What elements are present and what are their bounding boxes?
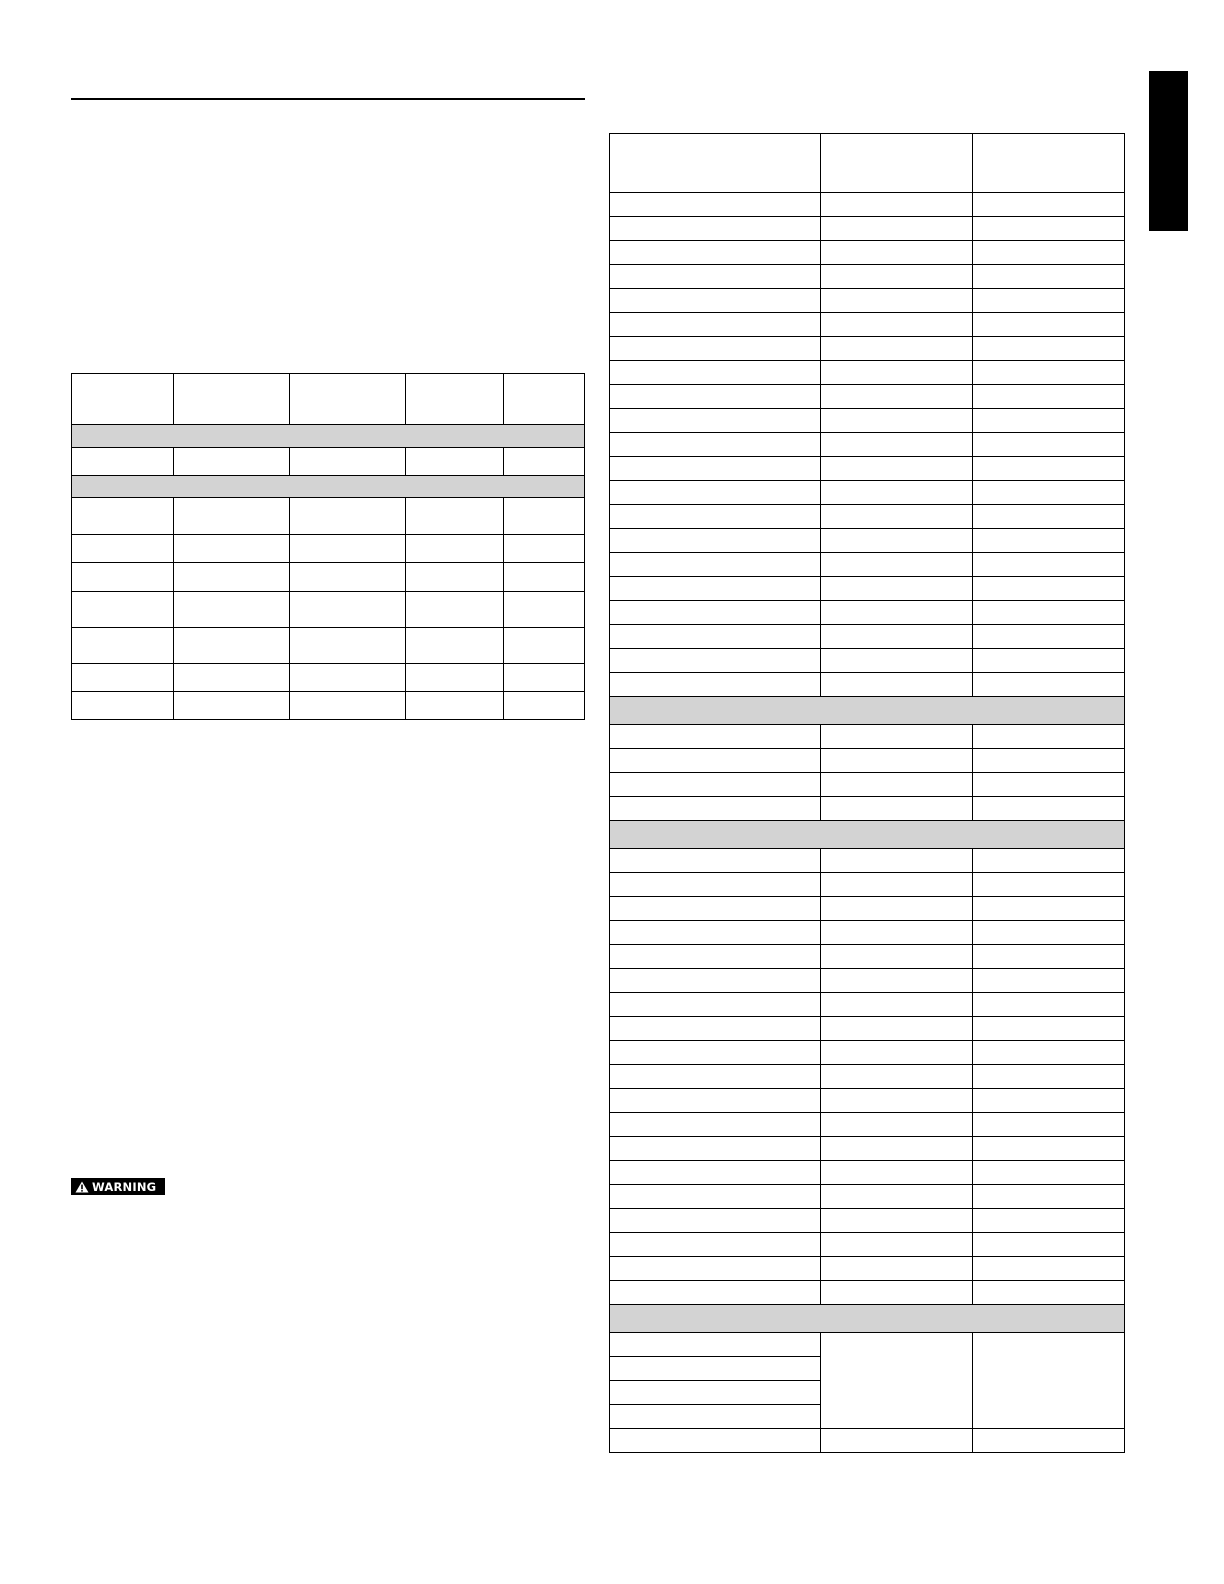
table-cell (973, 969, 1125, 993)
table-cell (821, 241, 973, 265)
table-cell (406, 692, 504, 720)
table-cell (610, 385, 821, 409)
table-cell (821, 577, 973, 601)
table-cell (610, 313, 821, 337)
table-cell (821, 773, 973, 797)
table-cell (504, 535, 585, 563)
table-cell (406, 498, 504, 535)
table-row (610, 1429, 1125, 1453)
table-cell (973, 601, 1125, 625)
column-header (174, 374, 290, 425)
table-row (610, 725, 1125, 749)
left-table (71, 373, 585, 720)
table-cell (610, 773, 821, 797)
table-cell (973, 505, 1125, 529)
table-row (610, 897, 1125, 921)
table-row (610, 289, 1125, 313)
table-cell (821, 313, 973, 337)
table-row (610, 993, 1125, 1017)
table-cell (610, 1233, 821, 1257)
table-row (610, 969, 1125, 993)
table-cell (610, 241, 821, 265)
table-cell (610, 945, 821, 969)
table-cell (610, 529, 821, 553)
table-cell (610, 1209, 821, 1233)
table-row (610, 577, 1125, 601)
table-cell (610, 361, 821, 385)
table-cell (821, 1233, 973, 1257)
table-cell (610, 673, 821, 697)
table-cell (973, 1113, 1125, 1137)
table-cell (406, 592, 504, 628)
table-cell (610, 1041, 821, 1065)
section-label (610, 697, 1125, 725)
column-header (821, 134, 973, 193)
table-cell (610, 265, 821, 289)
table-cell (290, 535, 406, 563)
table-cell (72, 628, 174, 664)
table-cell (821, 1137, 973, 1161)
table-row (610, 217, 1125, 241)
table-cell (973, 1429, 1125, 1453)
table-cell (72, 664, 174, 692)
table-cell (610, 553, 821, 577)
table-cell (610, 1113, 821, 1137)
table-cell (973, 289, 1125, 313)
table-cell (610, 337, 821, 361)
table-row (610, 1161, 1125, 1185)
table-cell (610, 1429, 821, 1453)
table-cell (174, 498, 290, 535)
table-cell (174, 535, 290, 563)
table-row (610, 553, 1125, 577)
table-cell (821, 601, 973, 625)
table-cell (610, 505, 821, 529)
table-cell (72, 563, 174, 592)
table-row (72, 535, 585, 563)
table-cell (72, 592, 174, 628)
table-row (72, 448, 585, 476)
table-cell (610, 969, 821, 993)
table-row (610, 921, 1125, 945)
table-cell (821, 265, 973, 289)
table-cell (610, 433, 821, 457)
table-row (610, 773, 1125, 797)
table-row (610, 1089, 1125, 1113)
table-cell (290, 664, 406, 692)
table-cell (821, 673, 973, 697)
table-cell (973, 313, 1125, 337)
table-cell (821, 217, 973, 241)
table-cell (821, 725, 973, 749)
table-cell (610, 1357, 821, 1381)
table-row (610, 265, 1125, 289)
table-row (610, 1281, 1125, 1305)
table-cell (610, 625, 821, 649)
right-table (609, 133, 1125, 1453)
table-cell (973, 1137, 1125, 1161)
table-cell (973, 921, 1125, 945)
table-cell (290, 448, 406, 476)
table-cell (821, 529, 973, 553)
table-cell (610, 217, 821, 241)
table-row (610, 241, 1125, 265)
table-cell (821, 505, 973, 529)
table-row (610, 673, 1125, 697)
table-row (610, 457, 1125, 481)
table-cell (821, 337, 973, 361)
table-cell (610, 1017, 821, 1041)
table-cell (973, 673, 1125, 697)
table-cell (610, 897, 821, 921)
table-header-row (610, 134, 1125, 193)
table-cell (973, 433, 1125, 457)
table-cell (973, 1161, 1125, 1185)
table-cell (610, 797, 821, 821)
table-cell (821, 1185, 973, 1209)
table-cell (973, 773, 1125, 797)
table-cell (973, 1017, 1125, 1041)
merged-cell (821, 1333, 973, 1429)
table-row (72, 563, 585, 592)
table-cell (72, 448, 174, 476)
table-row (610, 1333, 1125, 1357)
table-cell (821, 457, 973, 481)
table-cell (610, 409, 821, 433)
table-cell (504, 563, 585, 592)
table-cell (610, 749, 821, 773)
table-cell (973, 625, 1125, 649)
table-cell (610, 849, 821, 873)
table-cell (821, 897, 973, 921)
table-cell (504, 664, 585, 692)
table-cell (973, 553, 1125, 577)
table-cell (406, 535, 504, 563)
table-row (610, 849, 1125, 873)
table-cell (174, 448, 290, 476)
table-row (610, 625, 1125, 649)
warning-label: WARNING (92, 1179, 157, 1194)
table-cell (973, 577, 1125, 601)
table-section-band (610, 1305, 1125, 1333)
table-row (610, 337, 1125, 361)
table-cell (174, 692, 290, 720)
table-cell (821, 1113, 973, 1137)
section-label (72, 476, 585, 498)
table-row (610, 601, 1125, 625)
table-row (610, 749, 1125, 773)
table-cell (504, 448, 585, 476)
table-cell (610, 193, 821, 217)
table-row (610, 361, 1125, 385)
table-cell (821, 193, 973, 217)
table-row (610, 313, 1125, 337)
table-cell (973, 749, 1125, 773)
side-tab-marker (1149, 71, 1188, 231)
column-header (406, 374, 504, 425)
table-cell (973, 849, 1125, 873)
table-cell (290, 498, 406, 535)
table-cell (973, 945, 1125, 969)
table-cell (973, 265, 1125, 289)
table-cell (821, 649, 973, 673)
table-cell (821, 993, 973, 1017)
table-row (610, 873, 1125, 897)
table-cell (821, 289, 973, 313)
table-cell (290, 563, 406, 592)
table-row (610, 481, 1125, 505)
table-cell (821, 1281, 973, 1305)
table-cell (406, 563, 504, 592)
table-cell (973, 217, 1125, 241)
table-cell (610, 993, 821, 1017)
table-cell (821, 1041, 973, 1065)
table-row (610, 433, 1125, 457)
table-row (610, 1257, 1125, 1281)
table-cell (290, 628, 406, 664)
table-cell (821, 1017, 973, 1041)
table-cell (406, 664, 504, 692)
table-row (610, 945, 1125, 969)
table-cell (610, 1089, 821, 1113)
table-cell (973, 873, 1125, 897)
table-cell (504, 692, 585, 720)
table-cell (821, 1089, 973, 1113)
table-row (72, 692, 585, 720)
table-cell (973, 797, 1125, 821)
section-label (610, 821, 1125, 849)
section-label (610, 1305, 1125, 1333)
table-cell (821, 797, 973, 821)
table-section-band (72, 476, 585, 498)
table-header-row (72, 374, 585, 425)
table-cell (973, 993, 1125, 1017)
table-section-band (72, 425, 585, 448)
table-row (72, 498, 585, 535)
warning-triangle-icon (75, 1181, 89, 1193)
table-cell (610, 1161, 821, 1185)
table-cell (406, 448, 504, 476)
table-cell (973, 1185, 1125, 1209)
table-row (610, 1185, 1125, 1209)
table-cell (610, 1333, 821, 1357)
table-cell (973, 385, 1125, 409)
table-cell (174, 664, 290, 692)
table-row (610, 1209, 1125, 1233)
table-cell (610, 1281, 821, 1305)
table-row (610, 649, 1125, 673)
table-cell (72, 498, 174, 535)
table-cell (610, 1137, 821, 1161)
table-cell (973, 1257, 1125, 1281)
table-cell (973, 897, 1125, 921)
table-cell (973, 1041, 1125, 1065)
table-cell (610, 577, 821, 601)
table-cell (610, 1381, 821, 1405)
table-cell (821, 409, 973, 433)
table-row (72, 592, 585, 628)
column-header (504, 374, 585, 425)
table-row (72, 628, 585, 664)
table-cell (973, 409, 1125, 433)
table-cell (174, 563, 290, 592)
table-cell (610, 725, 821, 749)
table-row (610, 1017, 1125, 1041)
section-label (72, 425, 585, 448)
table-cell (821, 849, 973, 873)
table-cell (610, 601, 821, 625)
column-header (973, 134, 1125, 193)
table-row (610, 529, 1125, 553)
column-header (610, 134, 821, 193)
warning-badge (71, 1178, 165, 1195)
table-cell (821, 1209, 973, 1233)
table-cell (610, 873, 821, 897)
table-row (610, 1113, 1125, 1137)
column-header (72, 374, 174, 425)
table-cell (973, 361, 1125, 385)
table-cell (174, 628, 290, 664)
table-cell (72, 692, 174, 720)
table-cell (290, 592, 406, 628)
table-cell (973, 1233, 1125, 1257)
table-row (610, 1065, 1125, 1089)
table-cell (504, 498, 585, 535)
table-cell (821, 749, 973, 773)
table-row (610, 505, 1125, 529)
table-row (610, 409, 1125, 433)
header-rule (71, 98, 585, 100)
table-row (610, 797, 1125, 821)
table-cell (973, 337, 1125, 361)
table-cell (610, 1405, 821, 1429)
table-cell (821, 969, 973, 993)
table-cell (821, 873, 973, 897)
table-cell (821, 1065, 973, 1089)
table-cell (610, 1065, 821, 1089)
table-row (610, 1041, 1125, 1065)
table-cell (72, 535, 174, 563)
table-section-band (610, 697, 1125, 725)
table-cell (973, 481, 1125, 505)
table-cell (821, 625, 973, 649)
table-cell (821, 1161, 973, 1185)
table-cell (821, 945, 973, 969)
table-cell (610, 289, 821, 313)
table-cell (973, 1089, 1125, 1113)
table-cell (821, 1429, 973, 1453)
table-cell (821, 433, 973, 457)
table-row (610, 193, 1125, 217)
table-row (72, 664, 585, 692)
table-cell (821, 921, 973, 945)
table-cell (973, 649, 1125, 673)
table-cell (504, 592, 585, 628)
table-cell (973, 725, 1125, 749)
table-cell (973, 457, 1125, 481)
table-cell (821, 481, 973, 505)
table-cell (504, 628, 585, 664)
table-cell (610, 1185, 821, 1209)
table-cell (610, 921, 821, 945)
table-cell (174, 592, 290, 628)
table-cell (406, 628, 504, 664)
table-cell (973, 1281, 1125, 1305)
table-cell (610, 457, 821, 481)
table-row (610, 1137, 1125, 1161)
table-cell (290, 692, 406, 720)
column-header (290, 374, 406, 425)
merged-cell (973, 1333, 1125, 1429)
table-cell (821, 1257, 973, 1281)
table-cell (610, 1257, 821, 1281)
table-cell (973, 1065, 1125, 1089)
table-cell (973, 529, 1125, 553)
table-cell (973, 1209, 1125, 1233)
table-cell (610, 649, 821, 673)
table-cell (973, 241, 1125, 265)
table-cell (821, 361, 973, 385)
table-row (610, 1233, 1125, 1257)
table-cell (821, 553, 973, 577)
table-cell (821, 385, 973, 409)
table-cell (610, 481, 821, 505)
table-row (610, 385, 1125, 409)
table-cell (973, 193, 1125, 217)
table-section-band (610, 821, 1125, 849)
